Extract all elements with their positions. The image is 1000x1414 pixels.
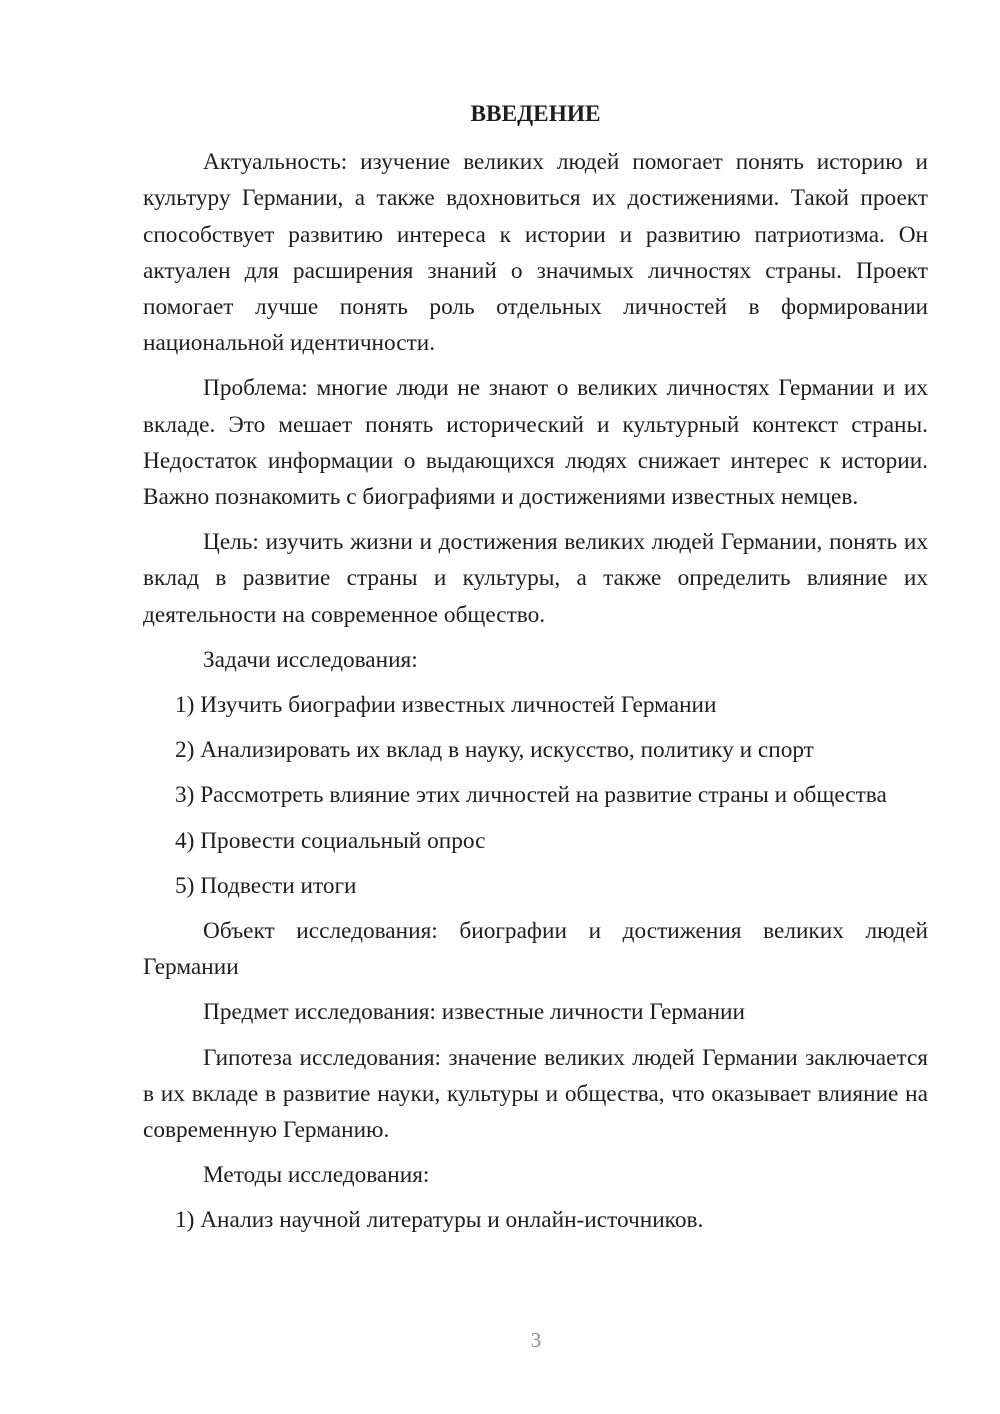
- task-item: 4) Провести социальный опрос: [175, 827, 486, 854]
- relevance-paragraph: Актуальность: изучение великих людей помогает понять историю и культуру Германии, а также вдохновиться их достижениями. Такой проект способствует развитию интереса к истории и развитию патриотизма. Он актуален для расширения знаний о значимых личностях страны. Проект помогает лучше понять роль отдельных личностей в формировании национальной идентичности.: [143, 149, 928, 357]
- task-item: 5) Подвести итоги: [175, 872, 357, 899]
- page-title: ВВЕДЕНИЕ: [470, 101, 601, 127]
- task-item: 3) Рассмотреть влияние этих личностей на развитие страны и общества: [175, 782, 887, 809]
- tasks-heading: Задачи исследования:: [203, 646, 418, 673]
- method-item: 1) Анализ научной литературы и онлайн-источников.: [175, 1207, 704, 1234]
- task-item: 1) Изучить биографии известных личностей Германии: [175, 692, 717, 719]
- object-paragraph: Объект исследования: биографии и достижения великих людей Германии: [143, 918, 928, 981]
- page-number: 3: [530, 1328, 542, 1352]
- goal-paragraph: Цель: изучить жизни и достижения великих людей Германии, понять их вклад в развитие страны и культуры, а также определить влияние их деятельности на современное общество.: [143, 529, 928, 628]
- problem-paragraph: Проблема: многие люди не знают о великих личностях Германии и их вкладе. Это мешает понять исторический и культурный контекст страны. Недостаток информации о выдающихся людях снижает интерес к истории. Важно познакомить с биографиями и достижениями известных немцев.: [143, 375, 928, 511]
- hypothesis-paragraph: Гипотеза исследования: значение великих людей Германии заключается в их вкладе в развитие науки, культуры и общества, что оказывает влияние на современную Германию.: [143, 1044, 928, 1144]
- subject-paragraph: Предмет исследования: известные личности Германии: [203, 999, 745, 1026]
- task-item: 2) Анализировать их вклад в науку, искусство, политику и спорт: [175, 737, 814, 764]
- methods-heading: Методы исследования:: [203, 1162, 430, 1189]
- document-body: [143, 96, 928, 1248]
